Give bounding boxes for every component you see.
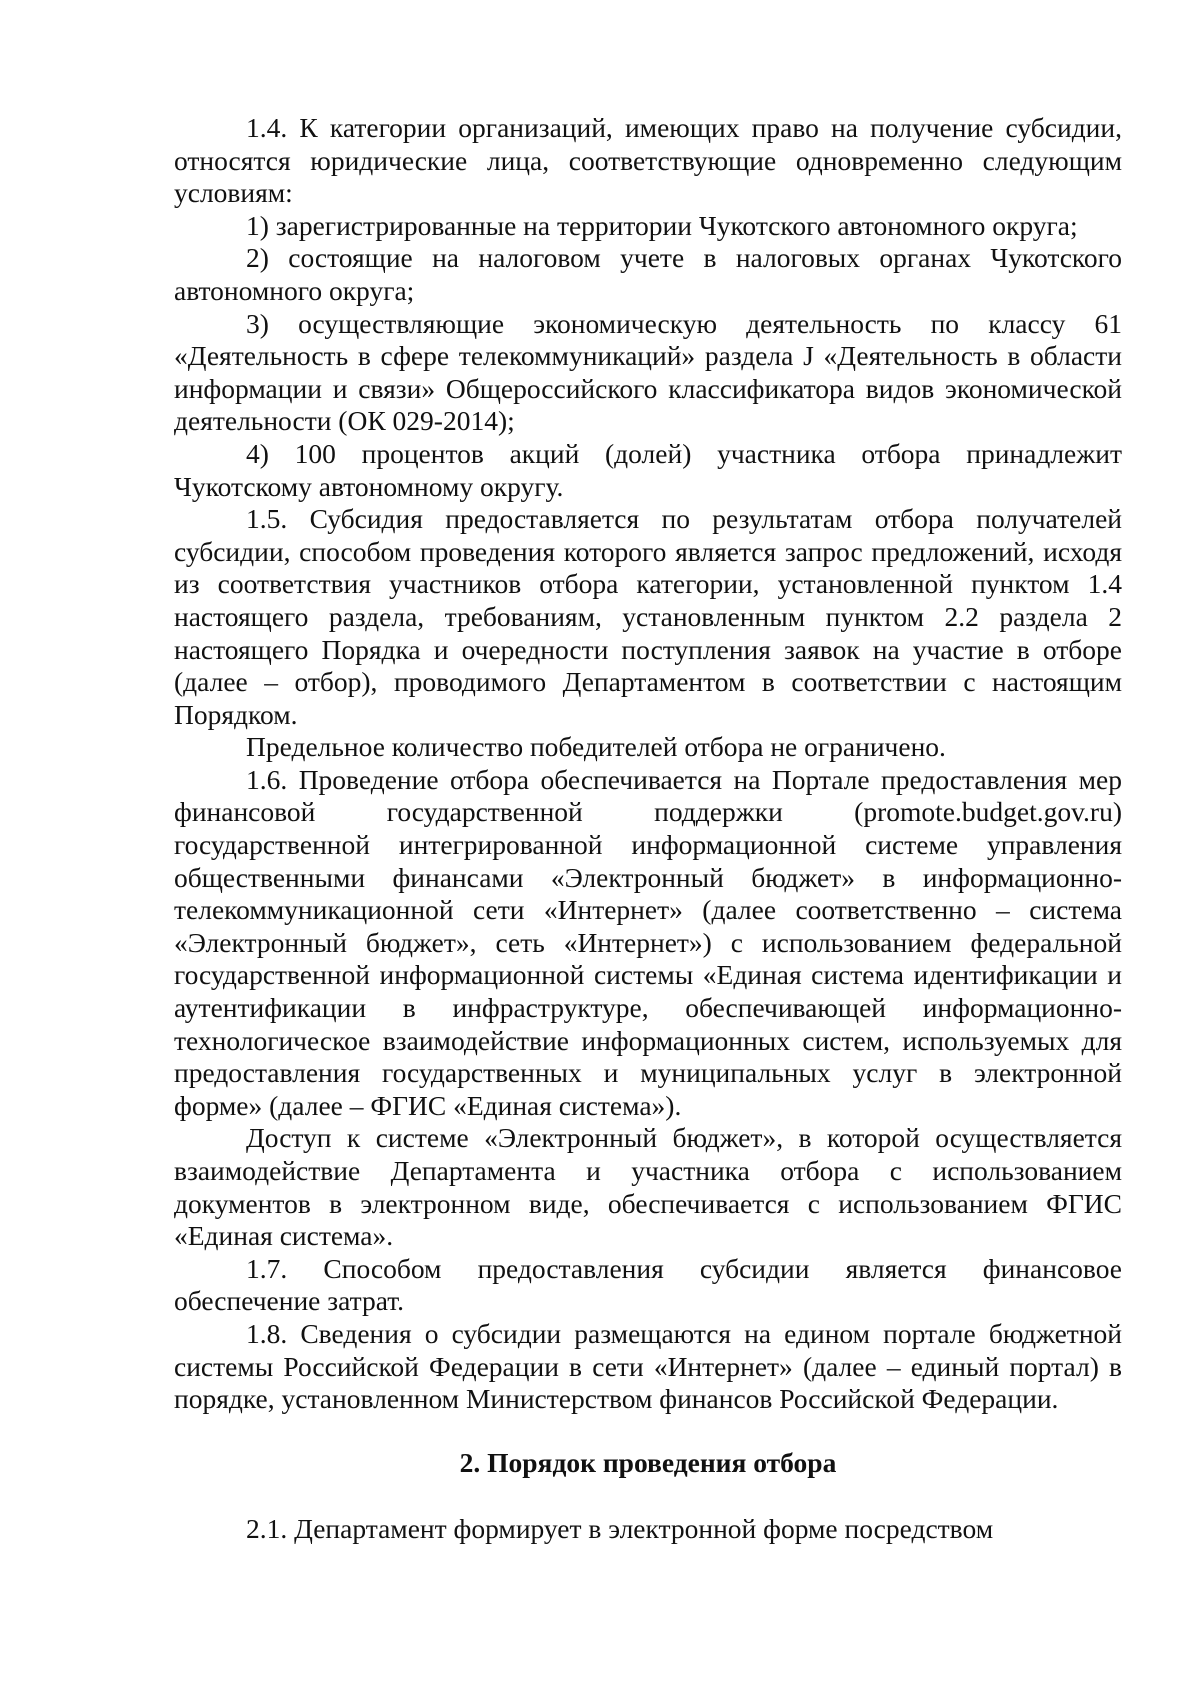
paragraph-winners-limit: Предельное количество победителей отбора не ограничено.: [246, 731, 946, 763]
paragraph-1-6: 1.6. Проведение отбора обеспечивается на Портале предоставления мер финансовой государственной поддержки (promote.budget.gov.ru) государственной интегрированной информационной системе управления общественными финансами «Электронный бюджет» в информационно-телекоммуникационной сети «Интернет» (далее соответственно – система «Электронный бюджет», сеть «Интернет») с использованием федеральной государственной информационной системы «Единая система идентификации и аутентификации в инфраструктуре, обеспечивающей информационно-технологическое взаимодействие информационных систем, используемых для предоставления государственных и муниципальных услуг в электронной форме» (далее – ФГИС «Единая система»).: [174, 763, 1122, 1121]
paragraph-2-1: 2.1. Департамент формирует в электронной форме посредством: [246, 1513, 994, 1545]
paragraph-1-4-item-3: 3) осуществляющие экономическую деятельность по классу 61 «Деятельность в сфере телекоммуникаций» раздела J «Деятельность в области информации и связи» Общероссийского классификатора видов экономической деятельности (ОК 029-2014);: [174, 307, 1122, 437]
paragraph-1-4-item-4: 4) 100 процентов акций (долей) участника отбора принадлежит Чукотскому автономному округу.: [174, 437, 1122, 502]
paragraph-access: Доступ к системе «Электронный бюджет», в которой осуществляется взаимодействие Департамента и участника отбора с использованием документов в электронном виде, обеспечивается с использованием ФГИС «Единая система».: [174, 1122, 1122, 1252]
paragraph-1-8: 1.8. Сведения о субсидии размещаются на едином портале бюджетной системы Российской Федерации в сети «Интернет» (далее – единый портал) в порядке, установленном Министерством финансов Российской Федерации.: [174, 1317, 1122, 1415]
paragraph-1-7: 1.7. Способом предоставления субсидии является финансовое обеспечение затрат.: [174, 1252, 1122, 1317]
document-page: [174, 112, 1122, 1546]
paragraph-1-4-item-2: 2) состоящие на налоговом учете в налоговых органах Чукотского автономного округа;: [174, 242, 1122, 306]
paragraph-1-4-item-1: 1) зарегистрированные на территории Чукотского автономного округа;: [246, 209, 1078, 241]
paragraph-1-4: 1.4. К категории организаций, имеющих право на получение субсидии, относятся юридические лица, соответствующие одновременно следующим условиям:: [174, 112, 1122, 209]
paragraph-1-5: 1.5. Субсидия предоставляется по результатам отбора получателей субсидии, способом проведения которого является запрос предложений, исходя из соответствия участников отбора категории, установленной пунктом 1.4 настоящего раздела, требованиям, установленным пунктом 2.2 раздела 2 настоящего Порядка и очередности поступления заявок на участие в отборе (далее – отбор), проводимого Департаментом в соответствии с настоящим Порядком.: [174, 503, 1122, 730]
section-heading: 2. Порядок проведения отбора: [459, 1446, 837, 1478]
